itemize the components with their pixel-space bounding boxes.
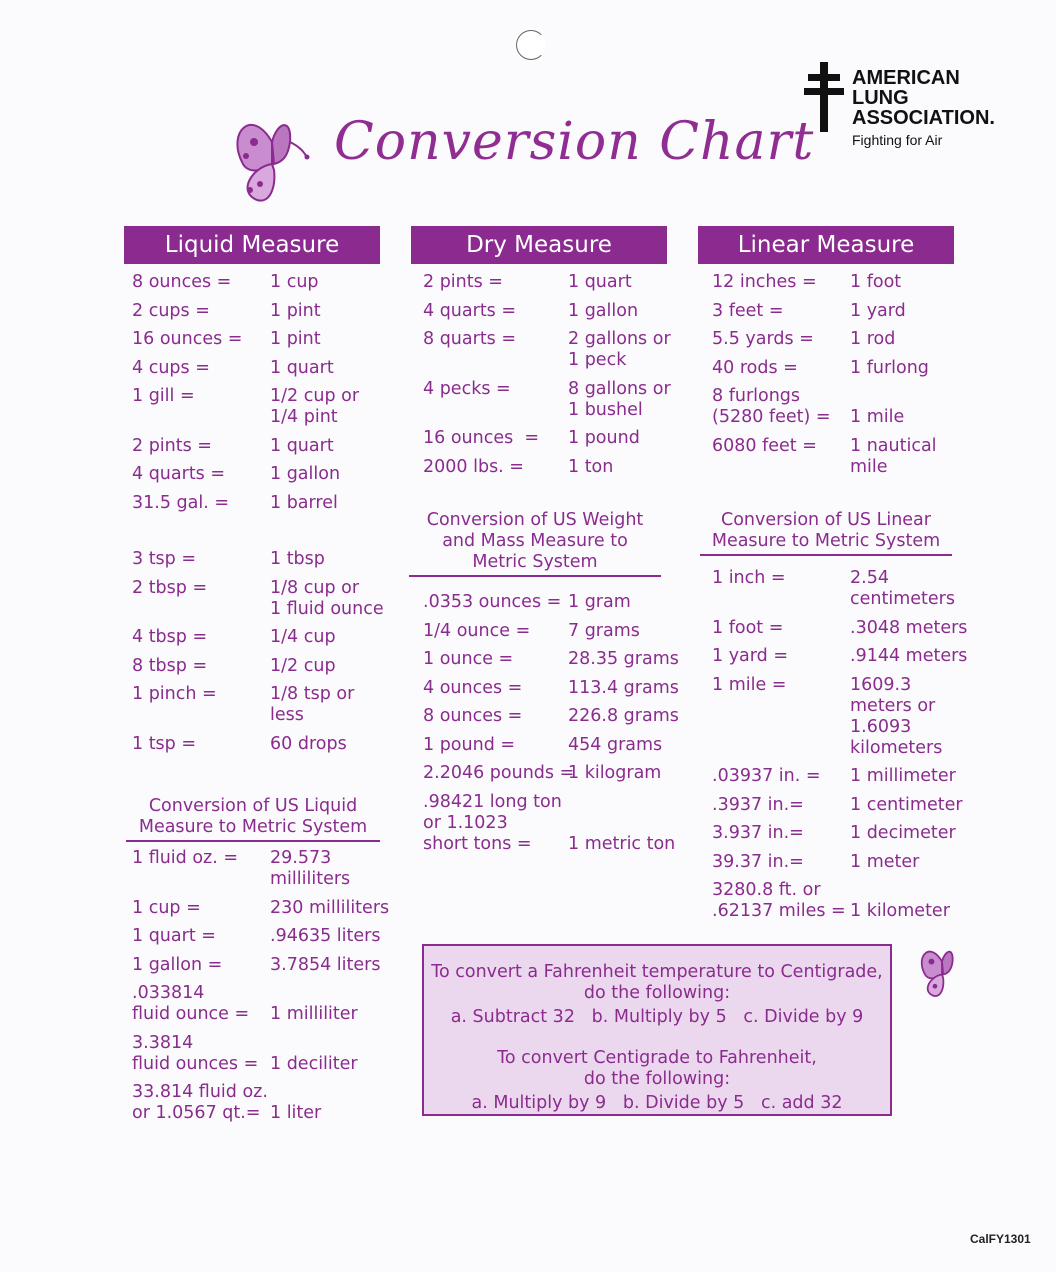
logo-line3: ASSOCIATION. xyxy=(852,107,995,129)
row-label: 6080 feet = xyxy=(712,435,817,456)
row-label: 3.937 in.= xyxy=(712,823,804,843)
row-value: 1609.3 meters or 1.6093 kilometers xyxy=(850,674,943,758)
logo-tagline: Fighting for Air xyxy=(852,132,943,148)
row-label: 3 tsp = xyxy=(132,549,197,569)
row-label: 8 furlongs (5280 feet) = xyxy=(712,386,831,427)
row-value: 1 yard xyxy=(850,300,906,321)
row-label: 40 rods = xyxy=(712,357,798,378)
row-label: 1 yard = xyxy=(712,646,788,666)
row-label: .98421 long ton or 1.1023 short tons = xyxy=(423,791,562,854)
liquid-metric-header: Conversion of US Liquid Measure to Metric System xyxy=(126,796,380,842)
row-value: 1 foot xyxy=(850,272,902,292)
row-value: 1/2 cup or 1/4 pint xyxy=(270,386,360,427)
row-value: 29.573 milliliters xyxy=(270,848,351,889)
row-label: 12 inches = xyxy=(712,272,817,292)
row-label: 3280.8 ft. or .62137 miles = xyxy=(712,880,846,921)
row-value: 1 tbsp xyxy=(270,549,325,569)
row-label: 4 ounces = xyxy=(423,677,523,698)
double-cross-icon xyxy=(804,62,844,132)
row-label: 1/4 ounce = xyxy=(423,620,531,641)
temp-line5: do the following: xyxy=(583,1069,731,1089)
row-value: 1/8 tsp or less xyxy=(270,684,355,725)
row-value: 7 grams xyxy=(568,620,640,641)
row-value: 1 gallon xyxy=(270,464,341,484)
row-label: 1 pinch = xyxy=(132,684,217,704)
temp-line6: a. Multiply by 9 b. Divide by 5 c. add 32 xyxy=(471,1093,843,1113)
row-value: .3048 meters xyxy=(850,617,968,638)
row-value: 1 millimeter xyxy=(850,766,956,786)
dry-header: Dry Measure xyxy=(411,226,667,264)
butterfly-icon xyxy=(232,112,312,204)
row-label: 4 quarts = xyxy=(423,300,517,321)
row-value: 1 pound xyxy=(568,428,640,448)
temp-line4: To convert Centigrade to Fahrenheit, xyxy=(497,1048,817,1068)
row-label: 1 quart = xyxy=(132,926,216,946)
row-value: 1 furlong xyxy=(850,357,929,378)
temperature-box xyxy=(422,944,892,1116)
row-value: 454 grams xyxy=(568,734,663,755)
row-label: 4 pecks = xyxy=(423,378,511,399)
row-value: 1 milliliter xyxy=(270,1004,358,1024)
row-value: 1 kilogram xyxy=(568,763,662,783)
row-label: 1 pound = xyxy=(423,734,516,755)
row-value: 8 gallons or 1 bushel xyxy=(568,378,671,420)
row-label: 31.5 gal. = xyxy=(132,492,230,513)
row-label: 2.2046 pounds = xyxy=(423,763,575,783)
row-value: 1 meter xyxy=(850,851,920,872)
row-value: .9144 meters xyxy=(850,646,968,666)
row-label: 3.3814 fluid ounces = xyxy=(132,1032,259,1074)
row-value: 3.7854 liters xyxy=(270,954,381,975)
row-value: 1 nautical mile xyxy=(850,435,937,477)
row-label: 8 ounces = xyxy=(423,706,523,726)
row-label: 1 gallon = xyxy=(132,954,223,975)
row-value: 1/4 cup xyxy=(270,627,336,647)
row-label: 8 ounces = xyxy=(132,272,232,292)
row-value: 1 rod xyxy=(850,329,896,349)
row-value: 226.8 grams xyxy=(568,706,679,726)
row-value: 1/8 cup or 1 fluid ounce xyxy=(270,577,384,619)
row-value: 1 ton xyxy=(568,456,614,477)
row-label: .3937 in.= xyxy=(712,794,804,815)
row-value: 1 quart xyxy=(568,272,632,292)
row-value: 1/2 cup xyxy=(270,655,336,676)
row-label: 33.814 fluid oz. or 1.0567 qt.= xyxy=(132,1082,268,1123)
form-code: CalFY1301 xyxy=(970,1232,1031,1246)
liquid-header: Liquid Measure xyxy=(124,226,380,264)
row-value: 1 kilometer xyxy=(850,901,950,921)
row-label: 2 pints = xyxy=(423,272,503,292)
linear-metric-header: Conversion of US Linear Measure to Metric System xyxy=(700,510,952,556)
small-butterfly-icon xyxy=(918,944,966,998)
row-label: 1 fluid oz. = xyxy=(132,848,239,868)
row-value: 1 decimeter xyxy=(850,823,956,843)
row-value: 60 drops xyxy=(270,733,347,754)
row-value: 230 milliliters xyxy=(270,897,390,918)
row-value: 2.54 centimeters xyxy=(850,568,955,609)
row-label: 16 ounces = xyxy=(423,428,540,448)
row-label: 2 cups = xyxy=(132,300,210,321)
row-value: .94635 liters xyxy=(270,926,381,946)
row-value: 1 gram xyxy=(568,592,631,612)
row-label: .03937 in. = xyxy=(712,766,821,786)
row-value: 1 quart xyxy=(270,435,334,456)
weight-metric-header: Conversion of US Weight and Mass Measure to Metric System xyxy=(409,510,661,577)
row-value: 1 pint xyxy=(270,329,321,349)
row-value: 1 liter xyxy=(270,1103,322,1123)
row-value: 1 barrel xyxy=(270,492,338,513)
row-value: 1 quart xyxy=(270,357,334,378)
row-label: 8 quarts = xyxy=(423,329,517,349)
row-value: 1 mile xyxy=(850,407,905,427)
logo-line2: LUNG xyxy=(852,87,909,109)
row-label: 1 cup = xyxy=(132,897,201,918)
row-label: 1 tsp = xyxy=(132,733,197,754)
row-label: 4 quarts = xyxy=(132,464,226,484)
row-value: 1 cup xyxy=(270,272,319,292)
row-label: 5.5 yards = xyxy=(712,329,814,349)
row-label: 39.37 in.= xyxy=(712,851,804,872)
temp-line2: do the following: xyxy=(583,983,731,1003)
row-label: 1 mile = xyxy=(712,674,787,695)
row-label: .033814 fluid ounce = xyxy=(132,983,250,1024)
row-value: 1 centimeter xyxy=(850,794,963,815)
row-value: 1 deciliter xyxy=(270,1053,358,1074)
row-label: 2 tbsp = xyxy=(132,577,208,598)
row-value: 1 metric ton xyxy=(568,833,676,854)
row-value: 1 pint xyxy=(270,300,321,321)
row-label: 2 pints = xyxy=(132,435,212,456)
row-label: 1 foot = xyxy=(712,617,784,638)
row-label: 1 ounce = xyxy=(423,649,514,669)
logo-line1: AMERICAN xyxy=(852,67,960,89)
row-value: 28.35 grams xyxy=(568,649,679,669)
temp-line3: a. Subtract 32 b. Multiply by 5 c. Divide by 9 xyxy=(450,1007,864,1027)
row-value: 113.4 grams xyxy=(568,677,679,698)
punch-hole xyxy=(516,30,546,60)
row-label: 4 cups = xyxy=(132,357,210,378)
row-label: 16 ounces = xyxy=(132,329,243,349)
linear-header: Linear Measure xyxy=(698,226,954,264)
row-label: 2000 lbs. = xyxy=(423,456,524,477)
row-label: 3 feet = xyxy=(712,300,784,321)
row-label: 1 gill = xyxy=(132,386,195,406)
row-value: 2 gallons or 1 peck xyxy=(568,329,671,370)
row-value: 1 gallon xyxy=(568,300,639,321)
temp-line1: To convert a Fahrenheit temperature to Centigrade, xyxy=(431,962,883,982)
page-title: Conversion Chart xyxy=(334,112,815,172)
row-label: 4 tbsp = xyxy=(132,627,208,647)
row-label: 8 tbsp = xyxy=(132,655,208,676)
row-label: .0353 ounces = xyxy=(423,592,562,612)
row-label: 1 inch = xyxy=(712,568,786,588)
